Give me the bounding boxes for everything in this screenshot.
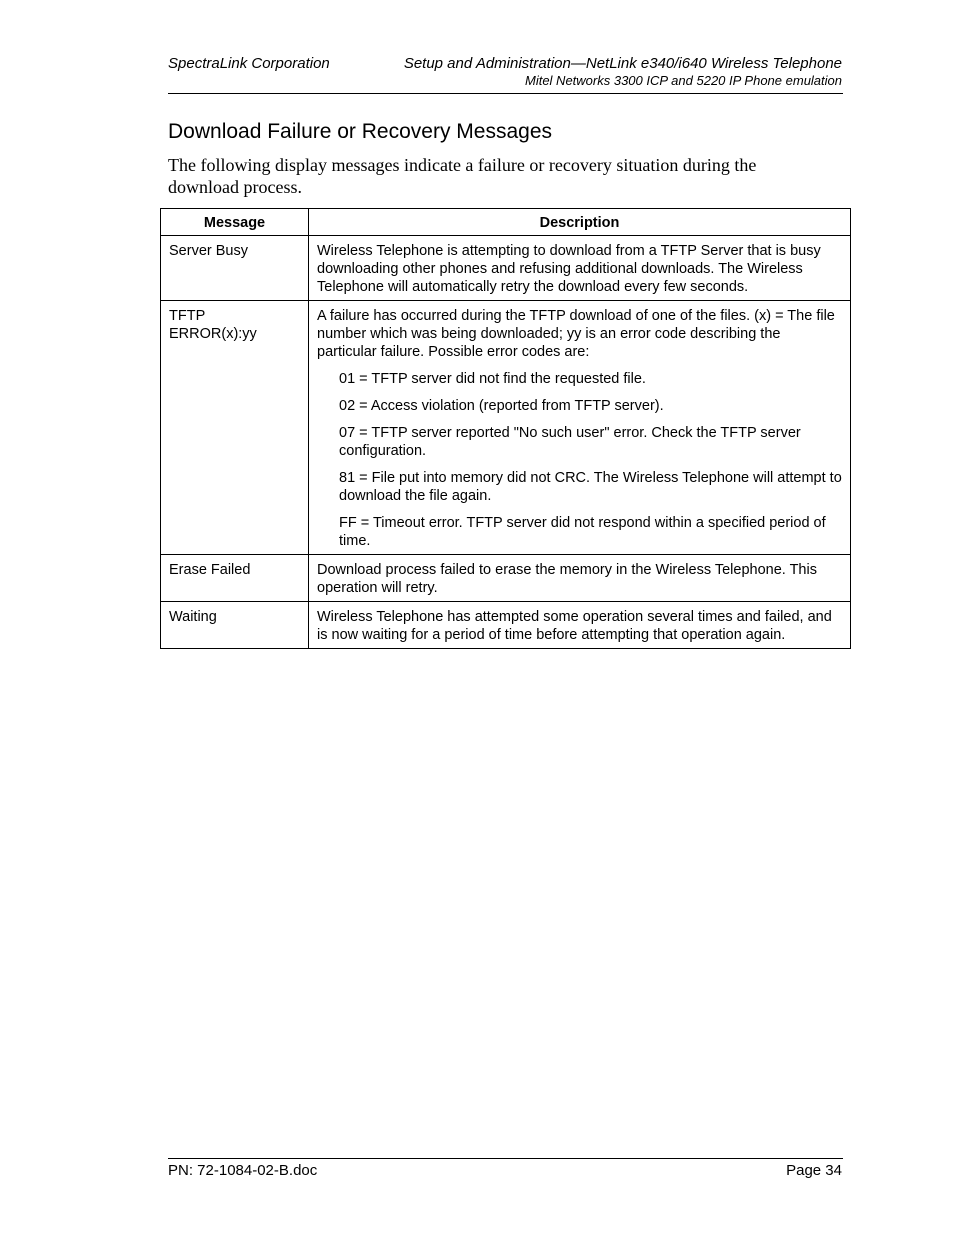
page-header	[168, 55, 843, 94]
section-heading: Download Failure or Recovery Messages	[168, 120, 552, 143]
description-cell: Wireless Telephone has attempted some operation several times and failed, and is now waiting for a period of time before attempting that operation again.	[309, 602, 851, 649]
table-row	[161, 555, 851, 602]
header-company: SpectraLink Corporation	[168, 55, 330, 72]
message-cell: TFTP ERROR(x):yy	[161, 301, 309, 555]
error-code-item: 02 = Access violation (reported from TFTP server).	[339, 398, 664, 414]
table-row	[161, 236, 851, 301]
error-code-item: FF = Timeout error. TFTP server did not respond within a specified period of time.	[339, 515, 826, 549]
error-code-item: 81 = File put into memory did not CRC. The Wireless Telephone will attempt to download the file again.	[339, 470, 842, 504]
messages-table	[160, 208, 851, 649]
message-cell: Server Busy	[161, 236, 309, 301]
footer-part-number: PN: 72-1084-02-B.doc	[168, 1162, 318, 1179]
error-code-item: 01 = TFTP server did not find the requested file.	[339, 371, 646, 387]
table-row	[161, 301, 851, 555]
description-cell: Wireless Telephone is attempting to download from a TFTP Server that is busy downloading other phones and refusing additional downloads. The Wireless Telephone will automatically retry the download every few seconds.	[309, 236, 851, 301]
table-row	[161, 602, 851, 649]
message-cell: Waiting	[161, 602, 309, 649]
header-subtitle: Mitel Networks 3300 ICP and 5220 IP Phone emulation	[525, 73, 842, 88]
error-code-item: 07 = TFTP server reported "No such user" error. Check the TFTP server configuration.	[339, 425, 801, 459]
message-cell: Erase Failed	[161, 555, 309, 602]
column-header-message: Message	[161, 209, 309, 236]
description-cell	[309, 301, 851, 555]
description-cell: Download process failed to erase the memory in the Wireless Telephone. This operation will retry.	[309, 555, 851, 602]
section-intro: The following display messages indicate a failure or recovery situation during the download process.	[168, 155, 757, 197]
footer-page-number: Page 34	[786, 1162, 842, 1179]
column-header-description: Description	[309, 209, 851, 236]
description-text: A failure has occurred during the TFTP download of one of the files. (x) = The file number which was being downloaded; yy is an error code describing the particular failure. Possible error codes are:	[317, 308, 835, 360]
header-title: Setup and Administration—NetLink e340/i640 Wireless Telephone	[403, 55, 842, 72]
page-footer	[168, 1158, 843, 1179]
table-header-row	[161, 209, 851, 236]
